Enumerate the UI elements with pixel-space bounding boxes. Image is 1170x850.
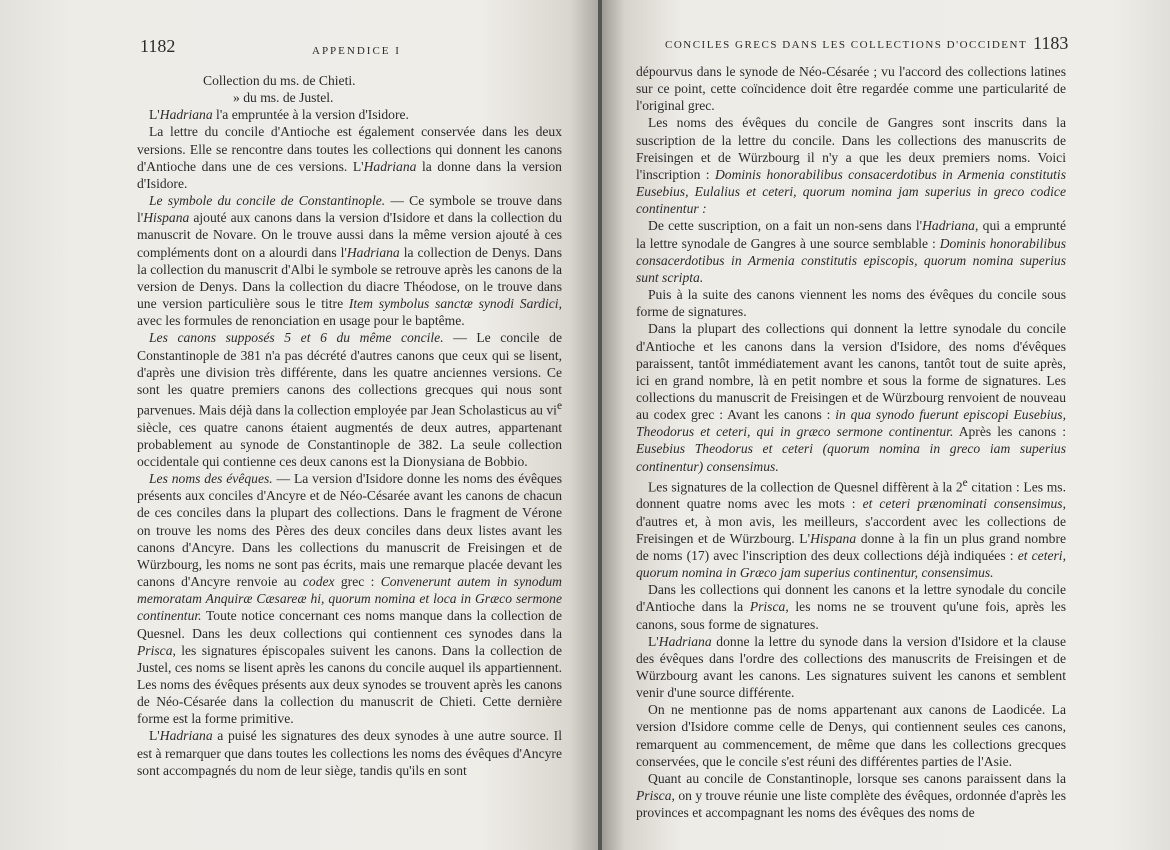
paragraph: L'Hadriana l'a empruntée à la version d'Isidore.	[149, 107, 409, 123]
paragraph: Les canons supposés 5 et 6 du même concile. — Le concile de Constantinople de 381 n'a pas décrété d'autres canons que ceux qui se lisent, d'après une division très différente, dans les quatre anciennes versions. Ce sont les quatre premiers canons des collections grecques qui nous sont parvenues. Mais déjà dans la collection employée par Jean Scholasticus au $vi^e$ siècle, ces quatre canons étaient augmentés de deux autres, appartenant probablement au synode de Constantinople de 382. La seule collection occidentale qui contienne ces deux canons est la Dionysiana de Bobbio.	[137, 330, 562, 469]
heading-line-1: Collection du ms. de Chieti.	[203, 73, 356, 88]
paragraph: Les signatures de la collection de Quesnel diffèrent à la 2e citation : Les ms. donnent quatre noms avec les mots : et ceteri prænominati consensimus, d'autres et, à mon avis, les meilleurs, s'accordent avec les collections de Freisingen et de Würzbourg. L'Hispana donne à la fin un plus grand nombre de noms (17) avec l'inscription des deux collections déjà indiquées : et ceteri, quorum nomina in Græco jam superius continentur, consensimus.	[636, 476, 1066, 581]
paragraph: On ne mentionne pas de noms appartenant aux canons de Laodicée. La version d'Isidore comme celle de Denys, qui contiennent seules ces canons, remarquent au commencement, de même que dans les collections grecques conservées, que le concile s'est réuni des différentes parties de l'Asie.	[636, 702, 1066, 769]
paragraph: Dans les collections qui donnent les canons et la lettre synodale du concile d'Antioche dans la Prisca, les noms ne se trouvent qu'une fois, après les canons, sous forme de signatures.	[636, 582, 1066, 632]
paragraph: dépourvus dans le synode de Néo-Césarée ; vu l'accord des collections latines sur ce point, cette coïncidence doit être regardée comme une particularité de l'original grec.	[636, 64, 1066, 114]
page-number-right: 1183	[1033, 33, 1069, 53]
left-page-body	[137, 72, 562, 779]
paragraph: Dans la plupart des collections qui donnent la lettre synodale du concile d'Antioche et les canons dans la version d'Isidore, des noms d'évêques paraissent, tantôt immédiatement avant les canons, tantôt tout de suite après, ici en grand nombre, là en petit nombre et sous la forme de signatures. Les collections du manuscrit de Freisingen et de Würzbourg renvoient de nouveau au codex grec : Avant les canons : in qua synodo fuerunt episcopi Eusebius, Theodorus et ceteri, qui in græco sermone continentur. Après les canons : Eusebius Theodorus et ceteri (quorum nomina in greco iam superius continentur) consensimus.	[636, 321, 1067, 474]
paragraph: Les noms des évêques. — La version d'Isidore donne les noms des évêques présents aux conciles d'Ancyre et de Néo-Césarée avant les canons de chacun de ces conciles dans la plupart des collections. Dans le fragment de Vérone on trouve les noms des Pères des deux conciles dans deux listes avant les canons d'Ancyre. Dans les collections du manuscrit de Freisingen et de Würzbourg, les noms ne sont pas écrits, mais une remarque placée devant les canons d'Ancyre renvoie au codex grec : Convenerunt autem in synodum memoratam Anquiræ Cæsareæ hi, quorum nomina et loca in Græco sermone continentur. Toute notice concernant ces noms manque dans la collection de Quesnel. Dans les deux collections qui contiennent ces synodes dans la Prisca, les signatures épiscopales suivent les canons. Dans la collection de Justel, ces noms se lisent après les canons du concile auquel ils appartiennent. Les noms des évêques présents aux deux synodes se trouvent après les canons de Néo-Césarée dans la collection du manuscrit de Chieti. Cette dernière forme est la forme primitive.	[137, 471, 562, 727]
heading-line-2: » du ms. de Justel.	[233, 90, 334, 106]
paragraph: La lettre du concile d'Antioche est également conservée dans les deux versions. Elle se rencontre dans toutes les collections qui donnent les canons d'Antioche dans une de ces versions. L'Hadriana la donne dans la version d'Isidore.	[137, 124, 562, 191]
paragraph: Les noms des évêques du concile de Gangres sont inscrits dans la suscription de la lettre du concile. Dans les collections des manuscrits de Freisingen et de Würzbourg il n'y a que les deux premiers noms. Voici l'inscription : Dominis honorabilibus consacerdotibus in Armenia constitutis Eusebius, Eulalius et ceteri, quorum nomina jam superius in greco codice continentur :	[636, 115, 1066, 217]
right-page	[602, 0, 1170, 850]
paragraph: Puis à la suite des canons viennent les noms des évêques du concile sous forme de signatures.	[636, 287, 1066, 320]
page-number-left: 1182	[140, 36, 176, 56]
paragraph: L'Hadriana donne la lettre du synode dans la version d'Isidore et la clause des évêques dans l'ordre des collections des manuscrits de Freisingen et de Würzbourg avant les canons. Les signatures suivent les canons et semblent venir d'une source différente.	[636, 633, 1066, 701]
right-page-body	[636, 63, 1066, 821]
running-head-left: APPENDICE I	[312, 45, 401, 57]
paragraph: Le symbole du concile de Constantinople. — Ce symbole se trouve dans l'Hispana ajouté aux canons dans la version d'Isidore et dans la collection du manuscrit de Novare. On le trouve aussi dans la même version ajouté à ces compléments dont on a alourdi dans l'Hadriana la collection de Denys. Dans la collection du manuscrit d'Albi le symbole se retrouve après les canons de la version de Denys. Dans la collection du diacre Théodose, on le trouve dans une version particulière sous le titre Item symbolus sanctæ synodi Sardici, avec les formules de renonciation en usage pour le baptême.	[137, 193, 562, 329]
running-head-right: CONCILES GRECS DANS LES COLLECTIONS D'OCCIDENT	[665, 39, 1028, 51]
paragraph: Quant au concile de Constantinople, lorsque ses canons paraissent dans la Prisca, on y trouve réunie une liste complète des évêques, ordonnée d'après les provinces et accompagnant les noms des évêques des noms de	[636, 770, 1066, 821]
paragraph: De cette suscription, on a fait un non-sens dans l'Hadriana, qui a emprunté la lettre synodale de Gangres à une source semblable : Dominis honorabilibus consacerdotibus in Armenia constitutis episcopis, quorum nomina superius sunt scripta.	[636, 218, 1066, 285]
paragraph: L'Hadriana a puisé les signatures des deux synodes à une autre source. Il est à remarquer que dans toutes les collections les noms des évêques d'Ancyre sont accompagnés du nom de leur siège, tandis qu'ils en sont	[137, 728, 562, 778]
